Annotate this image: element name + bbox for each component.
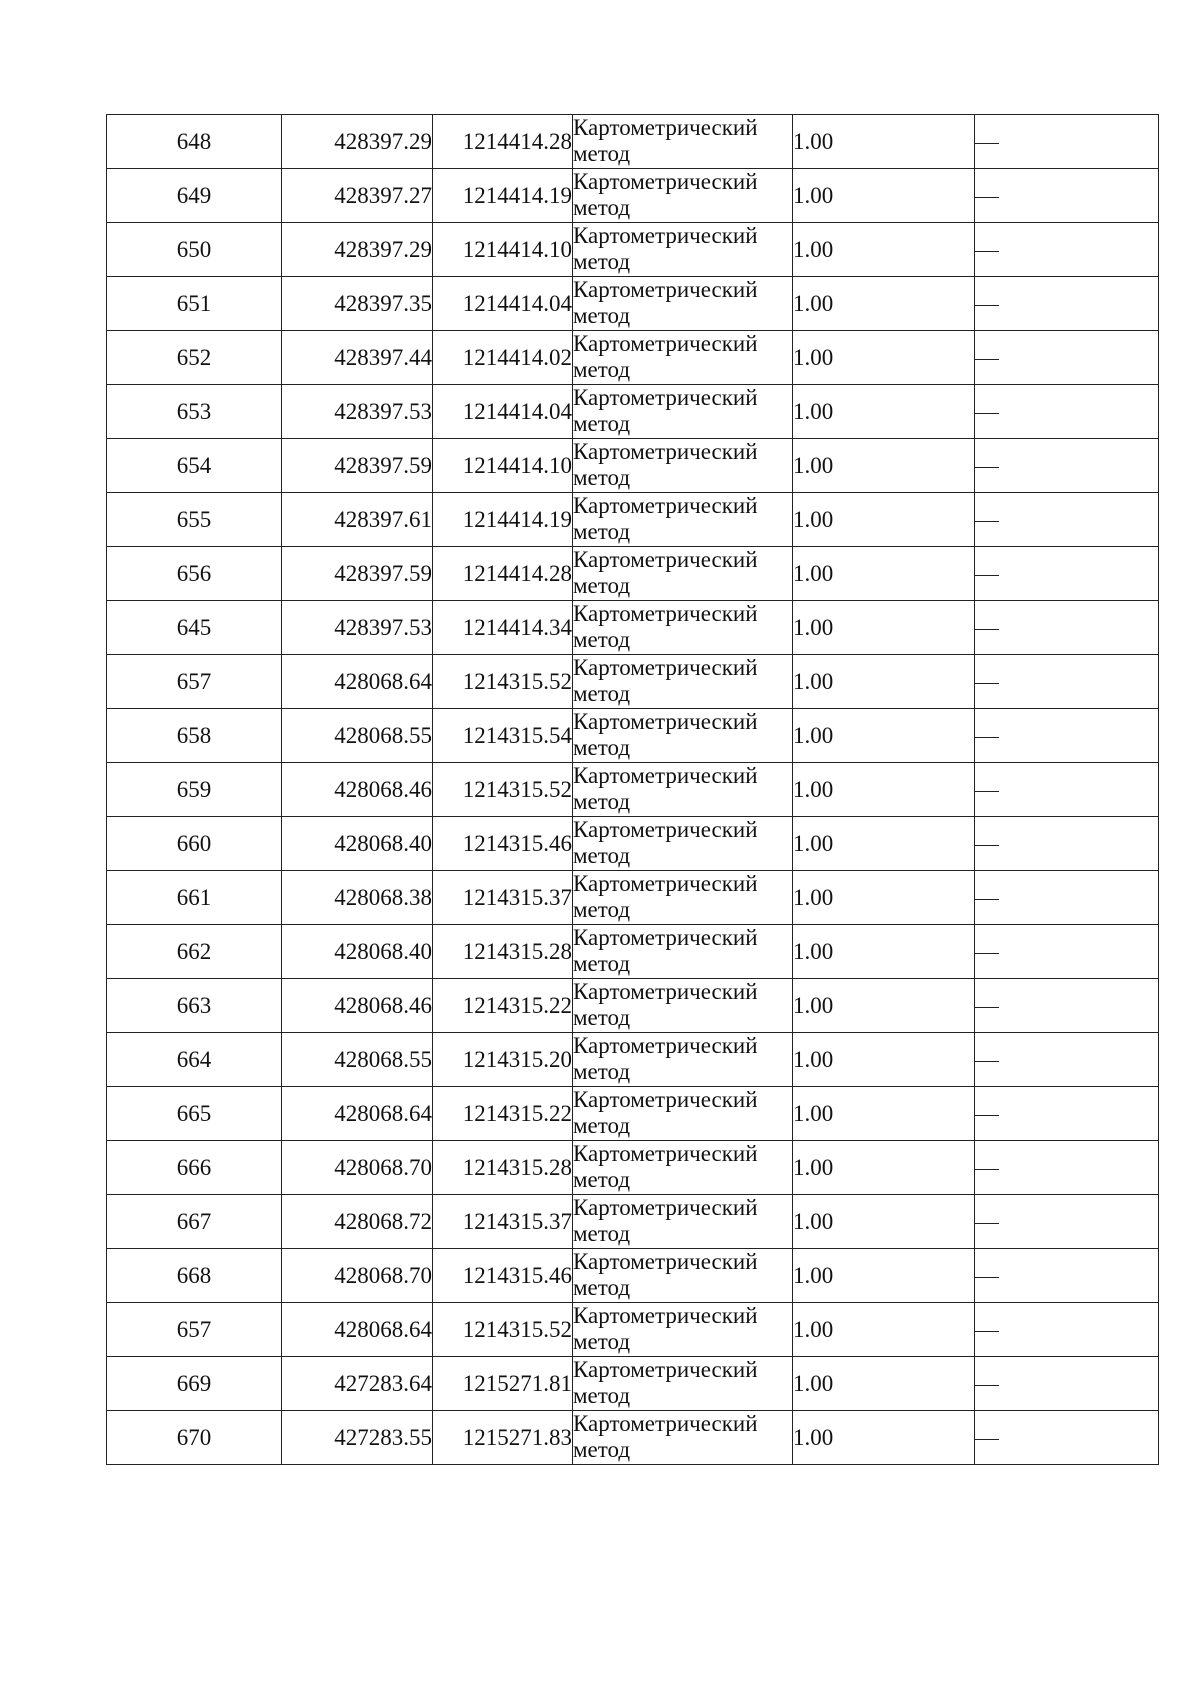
point-number-cell: 661 xyxy=(107,871,282,925)
method-text: Картометрический метод xyxy=(573,763,758,814)
y-coordinate-cell: 1214315.28 xyxy=(433,1141,573,1195)
method-cell xyxy=(573,817,793,871)
y-coordinate-cell: 1214414.19 xyxy=(433,493,573,547)
y-coordinate-cell: 1214315.22 xyxy=(433,1087,573,1141)
precision-cell: 1.00 xyxy=(793,385,975,439)
description-cell xyxy=(975,331,1159,385)
x-coordinate-cell: 428068.64 xyxy=(282,1303,433,1357)
point-number-cell: 669 xyxy=(107,1357,282,1411)
table-row xyxy=(107,493,1159,547)
table-row xyxy=(107,115,1159,169)
precision-cell: 1.00 xyxy=(793,1087,975,1141)
dash-mark xyxy=(975,899,999,900)
dash-mark xyxy=(975,1007,999,1008)
method-text: Картометрический метод xyxy=(573,1033,758,1084)
table-row xyxy=(107,223,1159,277)
description-cell xyxy=(975,277,1159,331)
point-number-cell: 658 xyxy=(107,709,282,763)
dash-mark xyxy=(975,305,999,306)
method-text: Картометрический метод xyxy=(573,1087,758,1138)
method-cell xyxy=(573,1195,793,1249)
method-text: Картометрический метод xyxy=(573,1303,758,1354)
method-text: Картометрический метод xyxy=(573,223,758,274)
point-number-cell: 656 xyxy=(107,547,282,601)
precision-cell: 1.00 xyxy=(793,1033,975,1087)
method-cell xyxy=(573,439,793,493)
method-text: Картометрический метод xyxy=(573,709,758,760)
y-coordinate-cell: 1214414.04 xyxy=(433,385,573,439)
method-text: Картометрический метод xyxy=(573,1141,758,1192)
description-cell xyxy=(975,817,1159,871)
table-row xyxy=(107,709,1159,763)
precision-cell: 1.00 xyxy=(793,1303,975,1357)
description-cell xyxy=(975,547,1159,601)
dash-mark xyxy=(975,197,999,198)
method-cell xyxy=(573,601,793,655)
method-text: Картометрический метод xyxy=(573,925,758,976)
description-cell xyxy=(975,925,1159,979)
description-cell xyxy=(975,1411,1159,1465)
method-cell xyxy=(573,925,793,979)
description-cell xyxy=(975,1087,1159,1141)
method-cell xyxy=(573,979,793,1033)
x-coordinate-cell: 428068.55 xyxy=(282,1033,433,1087)
method-cell xyxy=(573,1357,793,1411)
method-cell xyxy=(573,115,793,169)
table-row xyxy=(107,385,1159,439)
dash-mark xyxy=(975,413,999,414)
point-number-cell: 650 xyxy=(107,223,282,277)
coordinates-table xyxy=(106,114,1159,1465)
precision-cell: 1.00 xyxy=(793,1249,975,1303)
precision-cell: 1.00 xyxy=(793,1195,975,1249)
method-text: Картометрический метод xyxy=(573,169,758,220)
method-text: Картометрический метод xyxy=(573,1195,758,1246)
table-row xyxy=(107,817,1159,871)
method-text: Картометрический метод xyxy=(573,277,758,328)
y-coordinate-cell: 1215271.83 xyxy=(433,1411,573,1465)
table-row xyxy=(107,655,1159,709)
dash-mark xyxy=(975,1277,999,1278)
dash-mark xyxy=(975,467,999,468)
x-coordinate-cell: 428068.64 xyxy=(282,655,433,709)
point-number-cell: 666 xyxy=(107,1141,282,1195)
coordinates-table-body xyxy=(107,115,1159,1465)
x-coordinate-cell: 428397.59 xyxy=(282,439,433,493)
method-cell xyxy=(573,871,793,925)
precision-cell: 1.00 xyxy=(793,115,975,169)
y-coordinate-cell: 1214315.54 xyxy=(433,709,573,763)
dash-mark xyxy=(975,791,999,792)
table-row xyxy=(107,547,1159,601)
y-coordinate-cell: 1215271.81 xyxy=(433,1357,573,1411)
point-number-cell: 657 xyxy=(107,655,282,709)
description-cell xyxy=(975,115,1159,169)
method-cell xyxy=(573,763,793,817)
method-text: Картометрический метод xyxy=(573,1249,758,1300)
point-number-cell: 668 xyxy=(107,1249,282,1303)
dash-mark xyxy=(975,521,999,522)
method-cell xyxy=(573,1411,793,1465)
description-cell xyxy=(975,1303,1159,1357)
precision-cell: 1.00 xyxy=(793,493,975,547)
description-cell xyxy=(975,655,1159,709)
precision-cell: 1.00 xyxy=(793,277,975,331)
table-row xyxy=(107,1141,1159,1195)
table-row xyxy=(107,331,1159,385)
method-text: Картометрический метод xyxy=(573,331,758,382)
method-text: Картометрический метод xyxy=(573,871,758,922)
method-cell xyxy=(573,493,793,547)
y-coordinate-cell: 1214315.46 xyxy=(433,1249,573,1303)
x-coordinate-cell: 428068.70 xyxy=(282,1249,433,1303)
description-cell xyxy=(975,439,1159,493)
precision-cell: 1.00 xyxy=(793,655,975,709)
table-row xyxy=(107,925,1159,979)
dash-mark xyxy=(975,1169,999,1170)
method-cell xyxy=(573,169,793,223)
table-row xyxy=(107,1411,1159,1465)
point-number-cell: 648 xyxy=(107,115,282,169)
y-coordinate-cell: 1214414.02 xyxy=(433,331,573,385)
dash-mark xyxy=(975,1385,999,1386)
method-cell xyxy=(573,547,793,601)
description-cell xyxy=(975,1357,1159,1411)
method-text: Картометрический метод xyxy=(573,115,758,166)
method-text: Картометрический метод xyxy=(573,817,758,868)
y-coordinate-cell: 1214315.28 xyxy=(433,925,573,979)
x-coordinate-cell: 428397.44 xyxy=(282,331,433,385)
point-number-cell: 651 xyxy=(107,277,282,331)
description-cell xyxy=(975,871,1159,925)
x-coordinate-cell: 428397.29 xyxy=(282,115,433,169)
method-text: Картометрический метод xyxy=(573,601,758,652)
description-cell xyxy=(975,223,1159,277)
dash-mark xyxy=(975,251,999,252)
method-text: Картометрический метод xyxy=(573,547,758,598)
dash-mark xyxy=(975,1115,999,1116)
dash-mark xyxy=(975,953,999,954)
description-cell xyxy=(975,1033,1159,1087)
precision-cell: 1.00 xyxy=(793,169,975,223)
description-cell xyxy=(975,601,1159,655)
description-cell xyxy=(975,1249,1159,1303)
x-coordinate-cell: 428068.46 xyxy=(282,763,433,817)
method-text: Картометрический метод xyxy=(573,439,758,490)
table-row xyxy=(107,439,1159,493)
description-cell xyxy=(975,763,1159,817)
x-coordinate-cell: 428068.40 xyxy=(282,817,433,871)
point-number-cell: 667 xyxy=(107,1195,282,1249)
x-coordinate-cell: 428397.53 xyxy=(282,385,433,439)
x-coordinate-cell: 428397.27 xyxy=(282,169,433,223)
precision-cell: 1.00 xyxy=(793,1141,975,1195)
point-number-cell: 670 xyxy=(107,1411,282,1465)
precision-cell: 1.00 xyxy=(793,817,975,871)
dash-mark xyxy=(975,1331,999,1332)
dash-mark xyxy=(975,1439,999,1440)
point-number-cell: 662 xyxy=(107,925,282,979)
point-number-cell: 663 xyxy=(107,979,282,1033)
method-cell xyxy=(573,1249,793,1303)
method-text: Картометрический метод xyxy=(573,385,758,436)
method-cell xyxy=(573,385,793,439)
dash-mark xyxy=(975,359,999,360)
point-number-cell: 657 xyxy=(107,1303,282,1357)
x-coordinate-cell: 427283.64 xyxy=(282,1357,433,1411)
dash-mark xyxy=(975,845,999,846)
table-row xyxy=(107,601,1159,655)
y-coordinate-cell: 1214414.28 xyxy=(433,547,573,601)
dash-mark xyxy=(975,737,999,738)
table-row xyxy=(107,979,1159,1033)
point-number-cell: 664 xyxy=(107,1033,282,1087)
description-cell xyxy=(975,1141,1159,1195)
precision-cell: 1.00 xyxy=(793,601,975,655)
point-number-cell: 655 xyxy=(107,493,282,547)
y-coordinate-cell: 1214315.20 xyxy=(433,1033,573,1087)
method-text: Картометрический метод xyxy=(573,1357,758,1408)
table-row xyxy=(107,277,1159,331)
precision-cell: 1.00 xyxy=(793,709,975,763)
table-row xyxy=(107,1303,1159,1357)
precision-cell: 1.00 xyxy=(793,979,975,1033)
point-number-cell: 659 xyxy=(107,763,282,817)
precision-cell: 1.00 xyxy=(793,1411,975,1465)
precision-cell: 1.00 xyxy=(793,925,975,979)
x-coordinate-cell: 428068.72 xyxy=(282,1195,433,1249)
table-row xyxy=(107,1087,1159,1141)
y-coordinate-cell: 1214315.46 xyxy=(433,817,573,871)
x-coordinate-cell: 428397.59 xyxy=(282,547,433,601)
x-coordinate-cell: 428397.35 xyxy=(282,277,433,331)
method-cell xyxy=(573,709,793,763)
table-row xyxy=(107,1195,1159,1249)
y-coordinate-cell: 1214315.52 xyxy=(433,763,573,817)
y-coordinate-cell: 1214414.04 xyxy=(433,277,573,331)
table-row xyxy=(107,1249,1159,1303)
method-text: Картометрический метод xyxy=(573,493,758,544)
y-coordinate-cell: 1214414.10 xyxy=(433,223,573,277)
table-row xyxy=(107,169,1159,223)
x-coordinate-cell: 428068.55 xyxy=(282,709,433,763)
y-coordinate-cell: 1214315.37 xyxy=(433,1195,573,1249)
method-cell xyxy=(573,1033,793,1087)
y-coordinate-cell: 1214414.10 xyxy=(433,439,573,493)
y-coordinate-cell: 1214315.37 xyxy=(433,871,573,925)
dash-mark xyxy=(975,143,999,144)
dash-mark xyxy=(975,575,999,576)
method-text: Картометрический метод xyxy=(573,1411,758,1462)
x-coordinate-cell: 428068.64 xyxy=(282,1087,433,1141)
dash-mark xyxy=(975,629,999,630)
method-cell xyxy=(573,1303,793,1357)
point-number-cell: 654 xyxy=(107,439,282,493)
method-cell xyxy=(573,1141,793,1195)
method-cell xyxy=(573,1087,793,1141)
description-cell xyxy=(975,493,1159,547)
description-cell xyxy=(975,1195,1159,1249)
dash-mark xyxy=(975,683,999,684)
table-row xyxy=(107,871,1159,925)
y-coordinate-cell: 1214414.34 xyxy=(433,601,573,655)
point-number-cell: 653 xyxy=(107,385,282,439)
method-cell xyxy=(573,331,793,385)
precision-cell: 1.00 xyxy=(793,763,975,817)
method-text: Картометрический метод xyxy=(573,979,758,1030)
precision-cell: 1.00 xyxy=(793,871,975,925)
x-coordinate-cell: 428397.29 xyxy=(282,223,433,277)
dash-mark xyxy=(975,1061,999,1062)
precision-cell: 1.00 xyxy=(793,547,975,601)
y-coordinate-cell: 1214315.22 xyxy=(433,979,573,1033)
point-number-cell: 660 xyxy=(107,817,282,871)
description-cell xyxy=(975,979,1159,1033)
x-coordinate-cell: 428068.38 xyxy=(282,871,433,925)
method-cell xyxy=(573,223,793,277)
precision-cell: 1.00 xyxy=(793,1357,975,1411)
point-number-cell: 652 xyxy=(107,331,282,385)
description-cell xyxy=(975,385,1159,439)
x-coordinate-cell: 428397.53 xyxy=(282,601,433,655)
y-coordinate-cell: 1214315.52 xyxy=(433,655,573,709)
precision-cell: 1.00 xyxy=(793,439,975,493)
description-cell xyxy=(975,709,1159,763)
method-text: Картометрический метод xyxy=(573,655,758,706)
description-cell xyxy=(975,169,1159,223)
method-cell xyxy=(573,655,793,709)
table-row xyxy=(107,1033,1159,1087)
y-coordinate-cell: 1214315.52 xyxy=(433,1303,573,1357)
table-row xyxy=(107,1357,1159,1411)
x-coordinate-cell: 428068.40 xyxy=(282,925,433,979)
point-number-cell: 645 xyxy=(107,601,282,655)
x-coordinate-cell: 428068.70 xyxy=(282,1141,433,1195)
x-coordinate-cell: 428397.61 xyxy=(282,493,433,547)
y-coordinate-cell: 1214414.28 xyxy=(433,115,573,169)
point-number-cell: 665 xyxy=(107,1087,282,1141)
dash-mark xyxy=(975,1223,999,1224)
x-coordinate-cell: 428068.46 xyxy=(282,979,433,1033)
point-number-cell: 649 xyxy=(107,169,282,223)
y-coordinate-cell: 1214414.19 xyxy=(433,169,573,223)
method-cell xyxy=(573,277,793,331)
table-row xyxy=(107,763,1159,817)
precision-cell: 1.00 xyxy=(793,223,975,277)
precision-cell: 1.00 xyxy=(793,331,975,385)
x-coordinate-cell: 427283.55 xyxy=(282,1411,433,1465)
